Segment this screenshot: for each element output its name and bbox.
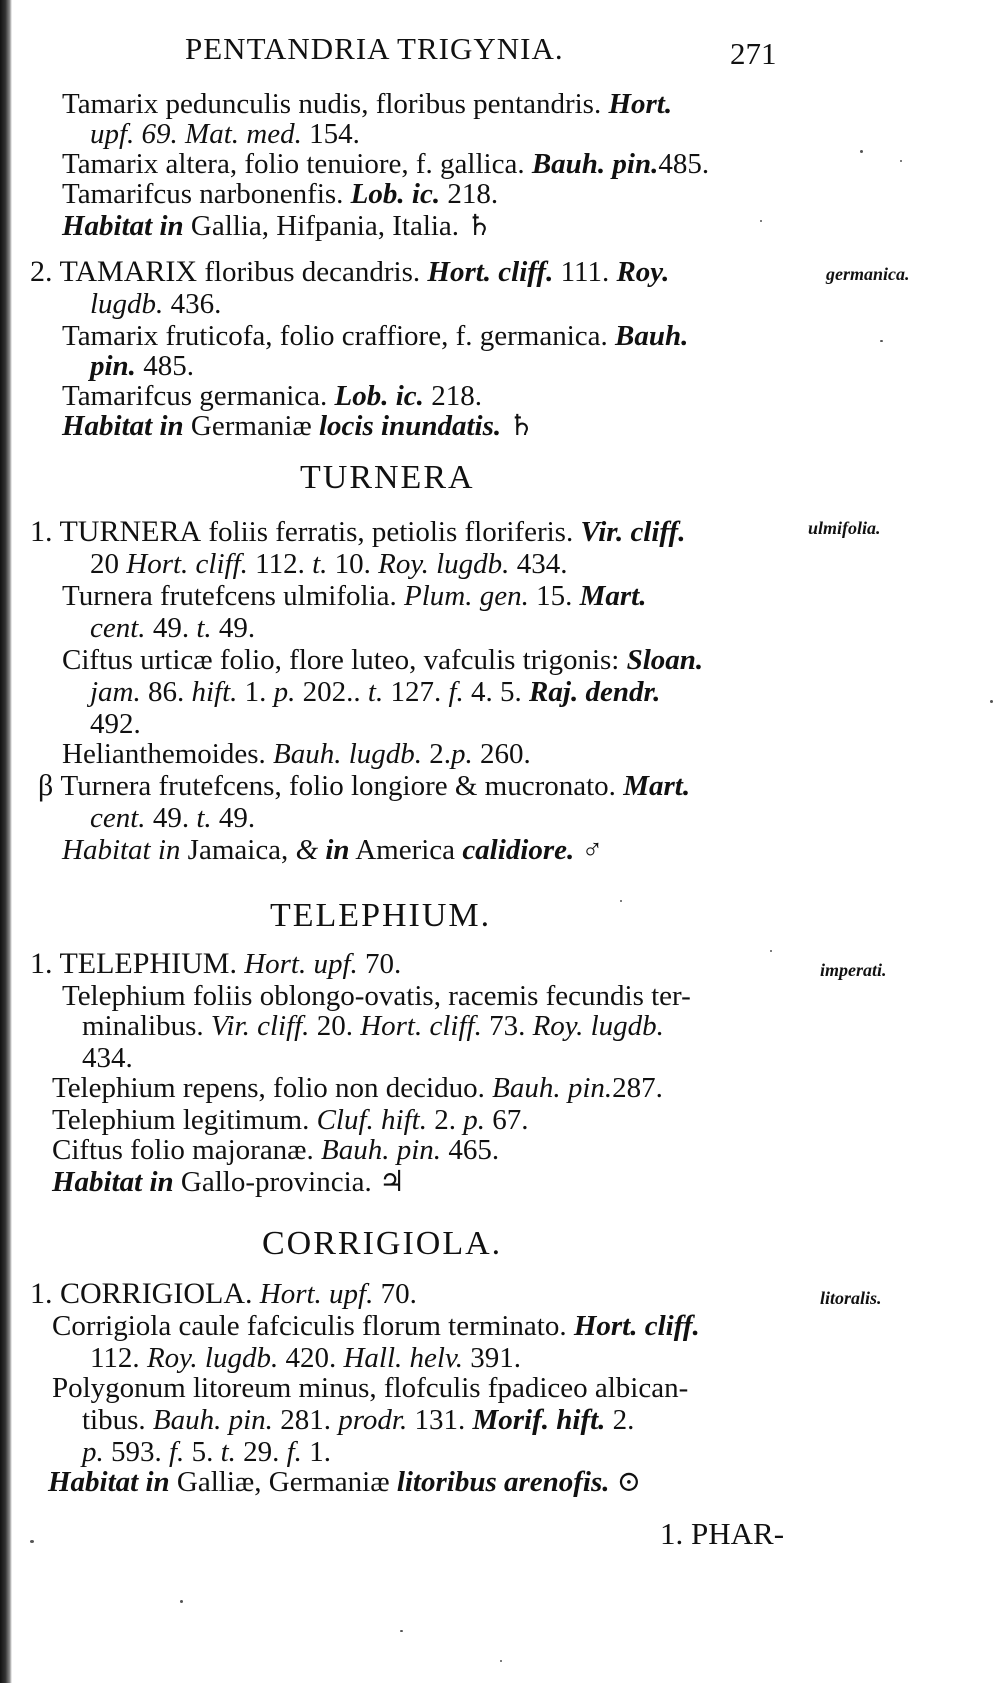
text-line: upf. 69. Mat. med. 154. xyxy=(90,118,360,150)
paper-speck xyxy=(180,1600,183,1603)
text-line: Corrigiola caule fafciculis florum terminato. Hort. cliff. xyxy=(52,1310,700,1342)
text-line: minalibus. Vir. cliff. 20. Hort. cliff. 73. Roy. lugdb. xyxy=(82,1010,664,1042)
text-line: Turnera frutefcens ulmifolia. Plum. gen. 15. Mart. xyxy=(62,580,647,612)
text-line: tibus. Bauh. pin. 281. prodr. 131. Morif. hift. 2. xyxy=(82,1404,635,1436)
text-line: pin. 485. xyxy=(90,350,194,382)
text-line: Habitat in Jamaica, & in America calidiore. ♂ xyxy=(62,834,604,866)
text-line: cent. 49. t. 49. xyxy=(90,612,256,644)
paper-speck xyxy=(770,950,772,952)
text-line: 492. xyxy=(90,708,141,740)
text-line: Polygonum litoreum minus, flofculis fpadiceo albican- xyxy=(52,1372,689,1404)
text-line: Ciftus folio majoranæ. Bauh. pin. 465. xyxy=(52,1134,500,1166)
text-line: lugdb. 436. xyxy=(90,288,222,320)
text-line: Habitat in Gallo-provincia. ♃ xyxy=(52,1166,406,1198)
text-line: Ciftus urticæ folio, flore luteo, vafculis trigonis: Sloan. xyxy=(62,644,704,676)
text-line: Habitat in Galliæ, Germaniæ litoribus arenofis. ⊙ xyxy=(48,1466,642,1498)
text-line: Helianthemoides. Bauh. lugdb. 2.p. 260. xyxy=(62,738,531,770)
paper-speck xyxy=(880,340,883,342)
text-line: jam. 86. hift. 1. p. 202.. t. 127. f. 4. 5. Raj. dendr. xyxy=(90,676,661,708)
text-line: 434. xyxy=(82,1042,133,1074)
paper-speck xyxy=(990,700,993,703)
text-line: cent. 49. t. 49. xyxy=(90,802,256,834)
genus-heading: TURNERA xyxy=(300,459,475,496)
margin-epithet: imperati. xyxy=(820,960,887,980)
genus-heading: TELEPHIUM. xyxy=(270,897,492,934)
paper-speck xyxy=(30,1540,34,1543)
text-line: 20 Hort. cliff. 112. t. 10. Roy. lugdb. 434. xyxy=(90,548,568,580)
species-entry-line: 1. CORRIGIOLA. Hort. upf. 70. xyxy=(30,1277,417,1310)
margin-epithet: ulmifolia. xyxy=(808,518,881,538)
paper-speck xyxy=(860,150,863,153)
margin-epithet: germanica. xyxy=(826,264,910,284)
variety-line: β Turnera frutefcens, folio longiore & mucronato. Mart. xyxy=(38,769,691,802)
text-line: Habitat in Germaniæ locis inundatis. ♄ xyxy=(62,410,535,442)
paper-speck xyxy=(900,160,902,162)
text-line: p. 593. f. 5. t. 29. f. 1. xyxy=(82,1436,331,1468)
text-line: Habitat in Gallia, Hifpania, Italia. ♄ xyxy=(62,210,493,242)
text-line: Tamarix fruticofa, folio craffiore, f. germanica. Bauh. xyxy=(62,320,689,352)
running-head-title: PENTANDRIA TRIGYNIA. xyxy=(185,31,564,66)
text-line: Telephium foliis oblongo-ovatis, racemis fecundis ter- xyxy=(62,980,691,1012)
species-entry-line: 2. TAMARIX floribus decandris. Hort. cliff. 111. Roy. xyxy=(30,255,670,288)
text-line: 112. Roy. lugdb. 420. Hall. helv. 391. xyxy=(90,1342,521,1374)
species-entry-line: 1. TURNERA foliis ferratis, petiolis floriferis. Vir. cliff. xyxy=(30,515,686,548)
paper-speck xyxy=(400,1630,403,1632)
paper-speck xyxy=(620,900,622,902)
text-line: Tamarix pedunculis nudis, floribus pentandris. Hort. xyxy=(62,88,673,120)
margin-epithet: litoralis. xyxy=(820,1288,882,1308)
paper-speck xyxy=(760,220,762,222)
page-number: 271 xyxy=(730,36,777,71)
species-entry-line: 1. TELEPHIUM. Hort. upf. 70. xyxy=(30,947,402,980)
text-line: Tamarifcus narbonenfis. Lob. ic. 218. xyxy=(62,178,499,210)
text-line: Tamarifcus germanica. Lob. ic. 218. xyxy=(62,380,482,412)
text-line: Telephium legitimum. Cluf. hift. 2. p. 67. xyxy=(52,1104,529,1136)
paper-speck xyxy=(500,1660,502,1662)
catchword: 1. PHAR- xyxy=(660,1516,785,1551)
text-line: Telephium repens, folio non deciduo. Bauh. pin.287. xyxy=(52,1072,663,1104)
genus-heading: CORRIGIOLA. xyxy=(262,1225,503,1262)
text-line: Tamarix altera, folio tenuiore, f. gallica. Bauh. pin.485. xyxy=(62,148,710,180)
